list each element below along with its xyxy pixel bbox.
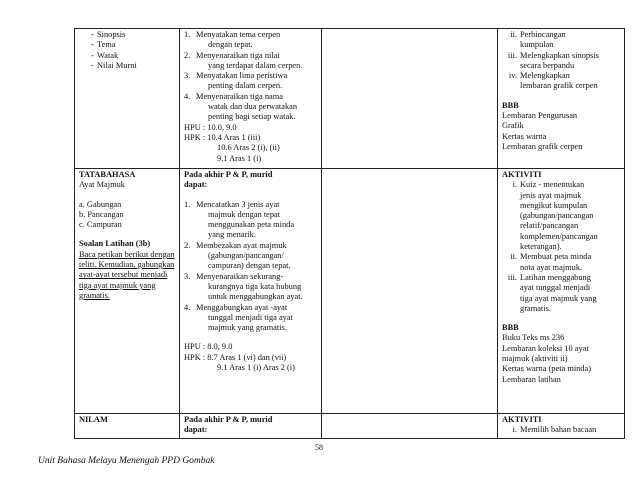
item-number: 1. [184,30,191,39]
item-text: tunggal menjadi tiga ayat [208,312,293,322]
item-text: Menyatakan lima peristiwa [196,71,288,81]
list-item [502,273,620,314]
item-text: Mencatatkan 3 jenis ayat [196,199,280,209]
item-text: menggunakan peta minda [208,220,295,230]
topic-item: - Tema [79,40,175,50]
list-item [184,241,317,272]
item-text: keterangan). [520,242,562,252]
row1-blank-cell [322,29,498,169]
item-text: Membuat peta minda [520,252,592,262]
intro-line: dapat: [184,425,208,435]
item-number: i. [512,180,517,190]
item-text: Menyenaraikan tiga nilai [196,50,280,60]
row1-activities-cell [498,29,625,169]
soalan-line: gramatis. [79,290,110,300]
item-text: Menggabungkan ayat -ayat [196,302,288,312]
hpk-line: 9.1 Aras 1 (i) Aras 2 (i) [217,363,295,373]
list-item [184,200,317,241]
lesson-plan-table [74,28,625,439]
list-item [502,51,620,72]
item-text: Kuiz - menentukan [520,180,585,190]
hpk-line: 10.6 Aras 2 (i), (ii) [217,143,280,153]
activities-list [502,180,620,314]
list-item [184,71,317,92]
topic-list [79,30,175,71]
item-text: dengan tepat. [208,40,253,50]
hpk-line: HPK : 8.7 Aras 1 (vi) dan (vii) [184,352,287,362]
item-text: watak dan dua perwatakan [208,102,298,112]
row3-blank-cell [322,414,498,439]
row2-objectives-cell [180,169,322,414]
bbb-heading: BBB [502,323,519,333]
topic-item: - Sinopsis [79,30,175,40]
topic-title: NILAM [79,415,108,424]
bbb-item: Lembaran Pengurusan [502,111,578,121]
item-number: iii. [507,272,517,282]
table-row [75,414,625,439]
item-text: secara berpandu [520,60,575,70]
hpk-lines [184,353,317,374]
item-text: Menyatakan tema cerpen [196,30,281,39]
item-text: ayat tunggal menjadi [520,283,591,293]
item-number: 1. [184,199,191,209]
item-text: kurangnya tiga kata hubung [208,281,302,291]
aktiviti-heading: AKTIVITI [502,415,542,424]
soalan-line: Baca petikan berikut dengan [79,249,175,259]
type-item: b. Pancangan [79,209,124,219]
item-text: gramatis. [520,303,551,313]
hpu-line: HPU : 10.0, 9.0 [184,122,237,132]
item-number: 4. [184,302,191,312]
item-text: lembaran grafik cerpen [520,81,598,91]
row2-blank-cell [322,169,498,414]
soalan-line: teliti. Kemudian, gabungkan [79,260,175,270]
item-text: (gabungan/pancangan [520,211,594,221]
row1-objectives-cell [180,29,322,169]
objectives-list [184,30,317,123]
table-row [75,29,625,169]
type-item: c. Campuran [79,220,122,230]
item-text: yang terdapat dalam cerpen. [208,60,303,70]
item-text: majmuk yang gramatis. [208,323,287,333]
item-text: Menyenaraikan sekurang- [196,271,284,281]
item-number: 2. [184,240,191,250]
list-item [184,303,317,334]
bbb-item: Buku Teks ms 236 [502,333,565,343]
bbb-item: Lembaran latihan [502,374,561,384]
bbb-item: Grafik [502,121,524,131]
soalan-line: tiga ayat majmuk yang [79,280,156,290]
hpk-lines [184,133,317,164]
item-text: majmuk dengan tepat [208,209,281,219]
intro-line: dapat: [184,180,208,190]
aktiviti-heading: AKTIVITI [502,170,542,179]
objectives-intro [184,415,317,436]
objectives-intro [184,170,317,191]
bbb-item: Kertas warna (peta minda) [502,364,592,374]
item-text: campuran) dengan tepat. [208,261,291,271]
soalan-line: ayat-ayat tersebut menjadi [79,270,168,280]
item-text: (gabungan/pancangan/ [208,251,284,261]
item-text: Melengkapkan [520,71,570,81]
item-text: Latihan menggabung [520,272,591,282]
item-text: yang menarik. [208,230,256,240]
table-row [75,169,625,414]
list-item [184,51,317,72]
item-number: 2. [184,50,191,60]
list-item [184,272,317,303]
hpu-line: HPU : 8.0, 9.0 [184,342,233,352]
soalan-text [79,250,175,301]
item-text: Perbincangan [520,30,566,39]
item-text: mengikut kumpulan [520,200,588,210]
row3-activities-cell [498,414,625,439]
list-item [502,425,620,435]
bbb-list [502,111,620,152]
list-item [184,30,317,51]
types-list [79,200,175,231]
intro-line: Pada akhir P & P, murid [184,415,273,424]
topic-item: - Nilai Murni [79,61,175,71]
hpk-line: 9.1 Aras 1 (i) [217,153,262,163]
item-text: Memilih bahan bacaan [520,425,597,435]
row3-topic-cell [75,414,180,439]
item-text: Menyenaraikan tiga nama [196,91,283,101]
footer-text: Unit Bahasa Melayu Menengah PPD Gombak [38,456,215,466]
list-item [184,92,317,123]
item-text: relatif/pancangan [520,221,579,231]
bbb-item: Lembaran koleksi 10 ayat [502,343,589,353]
page-number: 58 [315,443,323,452]
list-item [502,180,620,252]
row3-objectives-cell [180,414,322,439]
item-number: 4. [184,91,191,101]
item-text: kumpulan [520,40,554,50]
activities-list [502,30,620,92]
item-number: iv. [508,71,517,81]
item-text: penting bagi setiap watak. [208,112,296,122]
objectives-list [184,200,317,334]
row2-topic-cell [75,169,180,414]
bbb-item: majmuk (aktiviti ii) [502,354,568,364]
type-item: a. Gabungan [79,199,122,209]
item-number: iii. [507,50,517,60]
hpk-line: HPK : 10.4 Aras 1 (iii) [184,132,261,142]
row1-topic-cell [75,29,180,169]
item-number: 3. [184,271,191,281]
list-item [502,71,620,92]
item-number: ii. [510,252,517,262]
topic-title: TATABAHASA [79,170,136,179]
list-item [502,252,620,273]
item-number: ii. [510,30,517,39]
item-text: nota ayat majmuk. [520,262,583,272]
intro-line: Pada akhir P & P, murid [184,170,273,179]
item-text: jenis ayat majmuk [520,190,582,200]
item-text: penting dalam cerpen. [208,81,283,91]
item-number: i. [512,425,517,435]
item-text: komplemen/pancangan [520,231,598,241]
bbb-heading: BBB [502,100,519,110]
bbb-item: Kertas warna [502,131,547,141]
item-text: Melengkapkan sinopsis [520,50,599,60]
item-text: tiga ayat majmuk yang [520,293,597,303]
bbb-list [502,333,620,384]
item-text: untuk menggabungkan ayat. [208,292,303,302]
item-text: Membezakan ayat majmuk [196,240,287,250]
soalan-heading: Soalan Latihan (3b) [79,239,151,249]
topic-item: - Watak [79,51,175,61]
bbb-item: Lembaran grafik cerpen [502,141,583,151]
subtopic: Ayat Majmuk [79,180,125,190]
list-item [502,30,620,51]
row2-activities-cell [498,169,625,414]
item-number: 3. [184,71,191,81]
